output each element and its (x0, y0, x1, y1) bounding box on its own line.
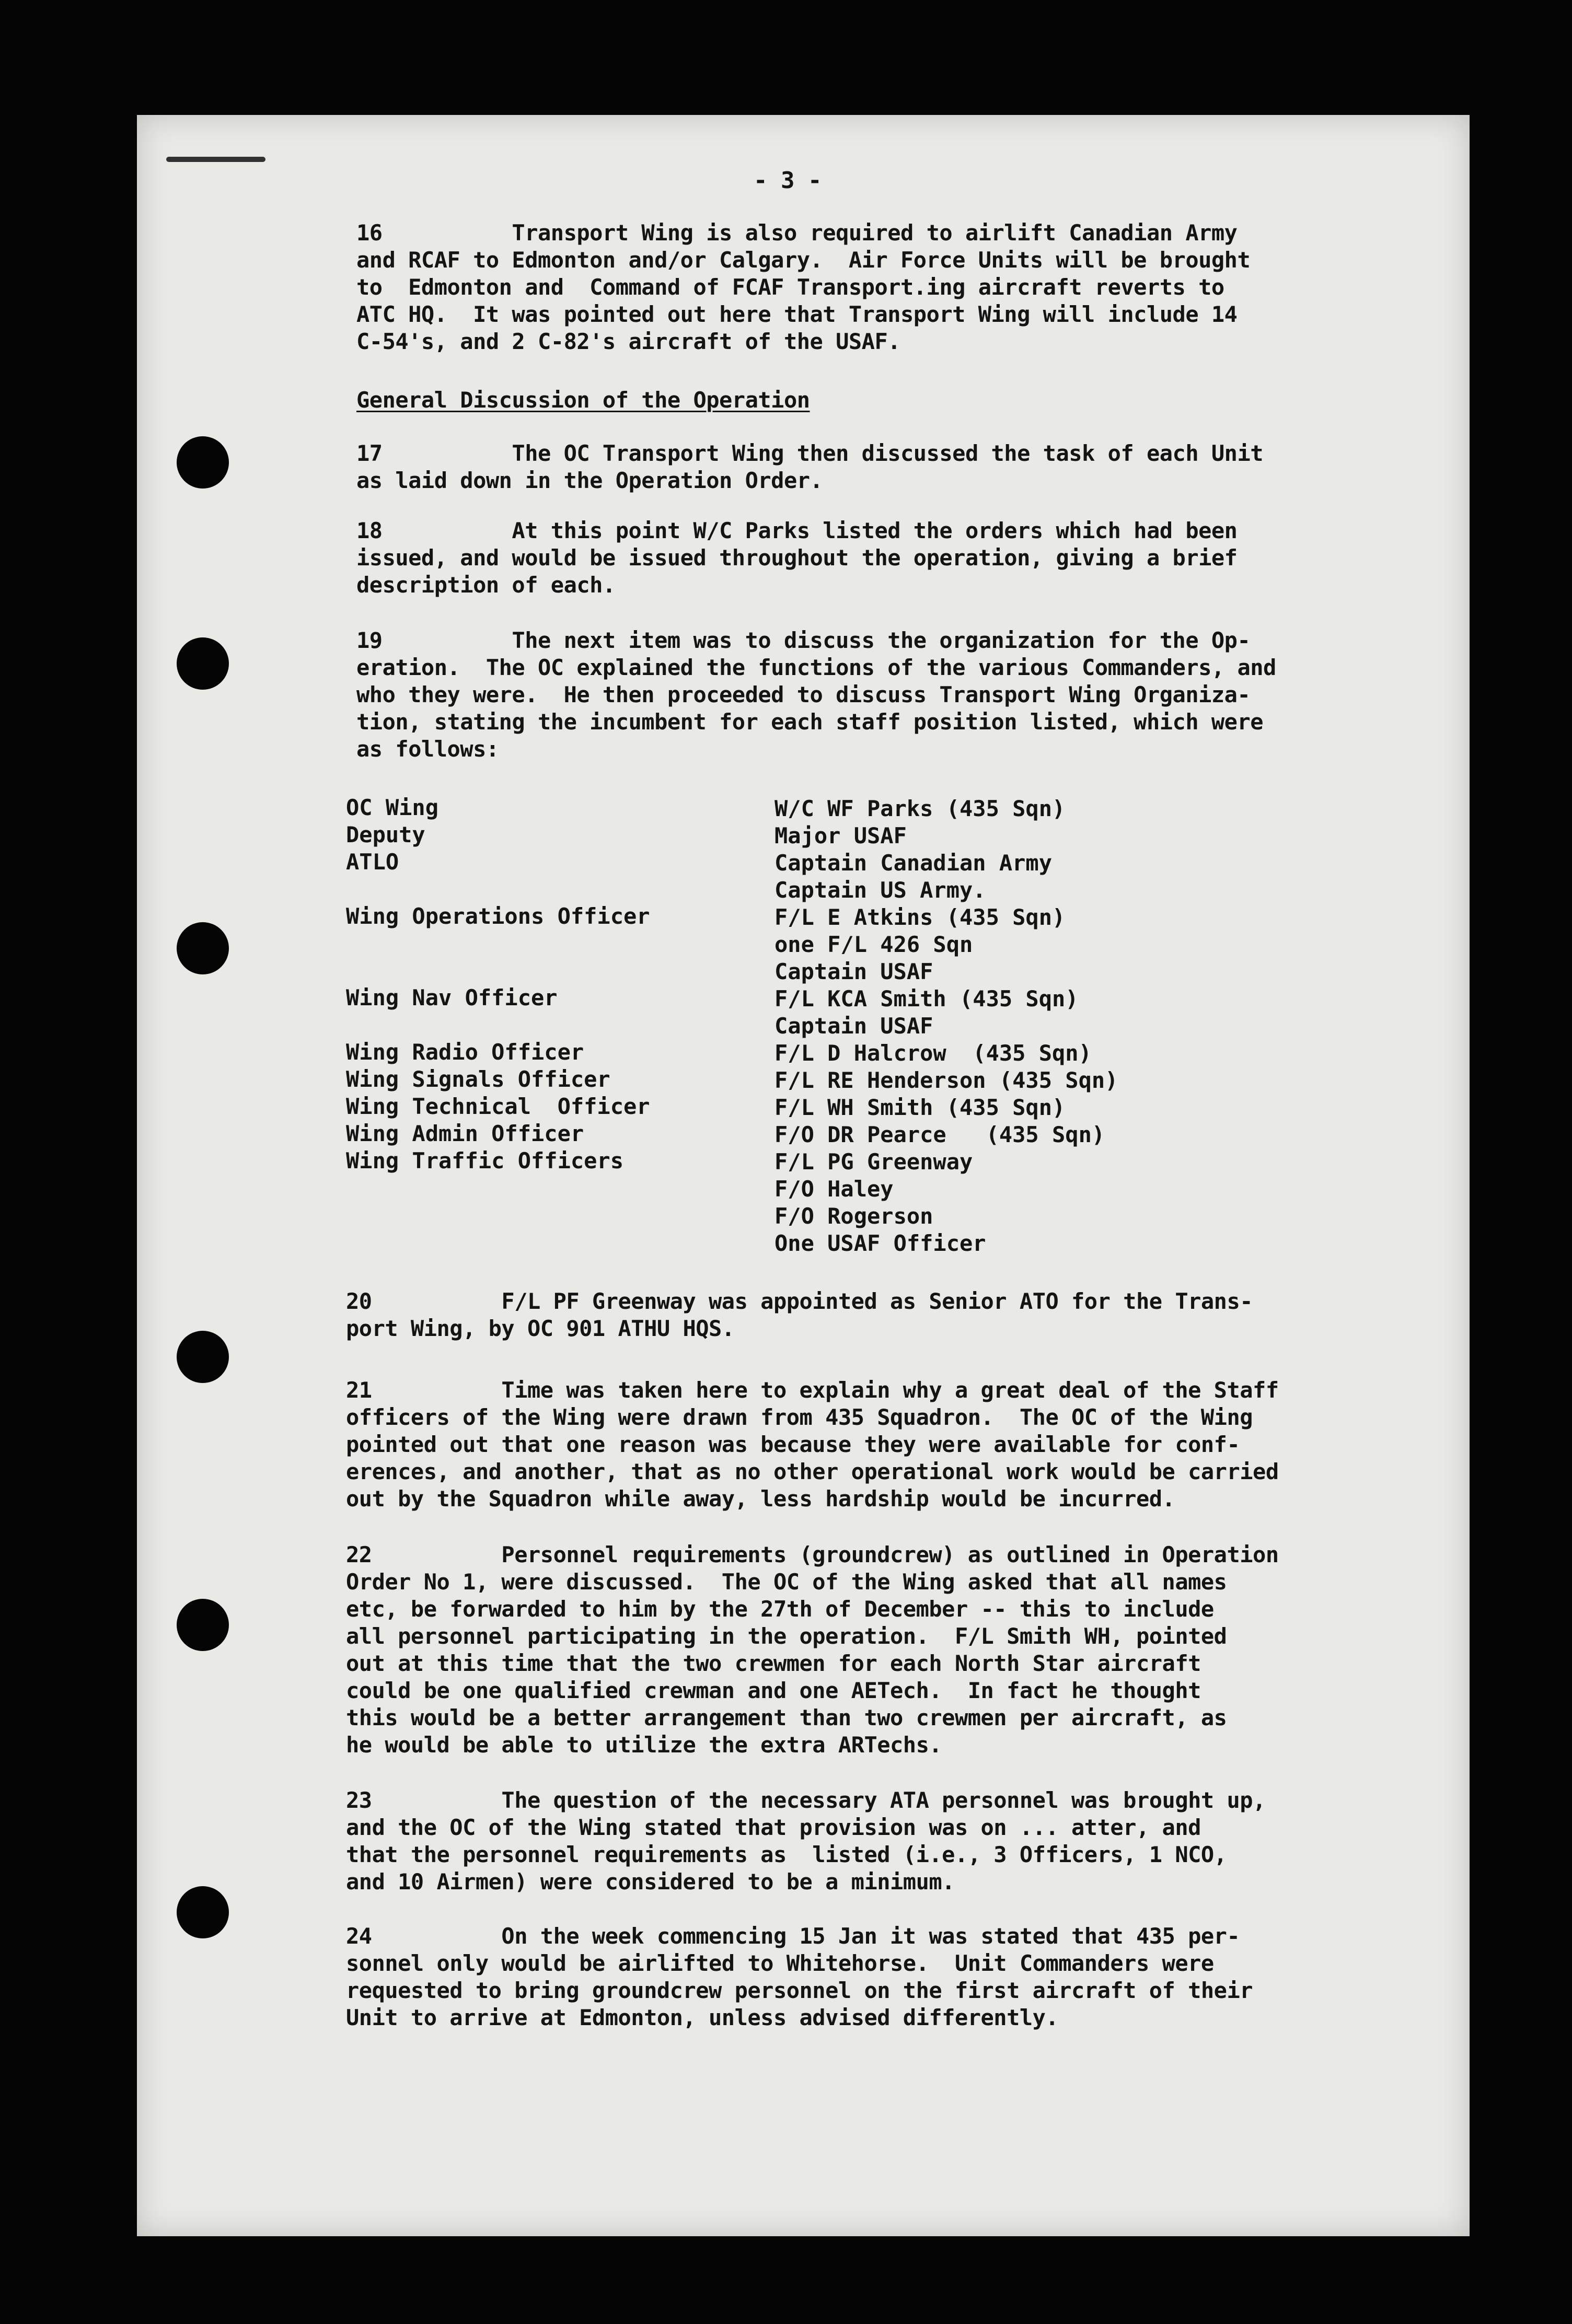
paragraph-23: 23 The question of the necessary ATA personnel was brought up, and the OC of the Wing stated that provision was on ... atter, and that the personnel requirements as listed (i.e., 3 Officers, 1 NCO, and 10 Airmen) were considered to be a minimum. (346, 1787, 1266, 1895)
page-number: - 3 - (754, 167, 822, 194)
paragraph-16: 16 Transport Wing is also required to airlift Canadian Army and RCAF to Edmonton and/or Calgary. Air Force Units will be brought to Edmonton and Command of FCAF Transport.ing aircraft reverts to ATC HQ. It was pointed out here that Transport Wing will include 14 C-54's, and 2 C-82's aircraft of the USAF. (356, 220, 1251, 354)
staff-position-4 (346, 876, 650, 903)
incumbent-14: F/L PG Greenway (775, 1149, 973, 1175)
incumbent-6: one F/L 426 Sqn (775, 932, 973, 957)
paragraph-24: 24 On the week commencing 15 Jan it was stated that 435 per- sonnel only would be airlifted to Whitehorse. Unit Commanders were requested to bring groundcrew personnel on the first aircraft of their Unit to arrive at Edmonton, unless advised differently. (346, 1923, 1253, 2030)
staff-position-11: Wing Signals Officer (346, 1066, 610, 1092)
incumbent-10: F/L D Halcrow (435 Sqn) (775, 1040, 1092, 1066)
punch-hole-1 (177, 436, 229, 489)
staff-position-14: Wing Traffic Officers (346, 1148, 624, 1173)
incumbent-5: F/L E Atkins (435 Sqn) (775, 904, 1066, 930)
incumbent-4: Captain US Army. (775, 877, 986, 903)
incumbent-2: Major USAF (775, 823, 907, 849)
incumbent-3: Captain Canadian Army (775, 850, 1053, 876)
section-heading: General Discussion of the Operation (356, 387, 810, 413)
staff-position-2: Deputy (346, 822, 425, 847)
paragraph-21: 21 Time was taken here to explain why a great deal of the Staff officers of the Wing were drawn from 435 Squadron. The OC of the Wing pointed out that one reason was because they were available for conf- erences, and another, that as no other operational work would be carried out by the Squadron while away, less hardship would be incurred. (346, 1377, 1279, 1512)
incumbent-17: One USAF Officer (775, 1230, 986, 1256)
punch-hole-2 (177, 637, 229, 690)
staff-position-7 (346, 957, 650, 984)
punch-hole-6 (177, 1886, 229, 1938)
incumbents-list (775, 795, 1118, 1257)
staff-position-1: OC Wing (346, 795, 439, 820)
paragraph-20: 20 F/L PF Greenway was appointed as Senior ATO for the Trans- port Wing, by OC 901 ATHU HQS. (346, 1288, 1253, 1341)
incumbent-11: F/L RE Henderson (435 Sqn) (775, 1067, 1118, 1093)
punch-hole-4 (177, 1331, 229, 1383)
staff-position-8: Wing Nav Officer (346, 985, 558, 1010)
staff-position-5: Wing Operations Officer (346, 903, 650, 929)
paragraph-19: 19 The next item was to discuss the organization for the Op- eration. The OC explained the functions of the various Commanders, and who they were. He then proceeded to discuss Transport Wing Organiza- tion, stating the incumbent for each staff position listed, which were as follows: (356, 628, 1276, 762)
incumbent-9: Captain USAF (775, 1013, 933, 1039)
staff-position-3: ATLO (346, 849, 399, 875)
incumbent-7: Captain USAF (775, 959, 933, 984)
incumbent-13: F/O DR Pearce (435 Sqn) (775, 1122, 1105, 1147)
incumbent-15: F/O Haley (775, 1176, 894, 1202)
document-page (137, 115, 1470, 2236)
scan-mark (166, 157, 265, 162)
punch-hole-5 (177, 1599, 229, 1651)
staff-position-6 (346, 930, 650, 957)
paragraph-17: 17 The OC Transport Wing then discussed the task of each Unit as laid down in the Operation Order. (356, 440, 1264, 493)
staff-position-13: Wing Admin Officer (346, 1121, 584, 1146)
staff-positions-list (346, 794, 650, 1175)
incumbent-16: F/O Rogerson (775, 1203, 933, 1229)
staff-position-10: Wing Radio Officer (346, 1039, 584, 1065)
staff-position-12: Wing Technical Officer (346, 1094, 650, 1119)
paragraph-22: 22 Personnel requirements (groundcrew) as outlined in Operation Order No 1, were discussed. The OC of the Wing asked that all names etc, be forwarded to him by the 27th of December -- this to include all personnel participating in the operation. F/L Smith WH, pointed out at this time that the two crewmen for each North Star aircraft could be one qualified crewman and one AETech. In fact he thought this would be a better arrangement than two crewmen per aircraft, as he would be able to utilize the extra ARTechs. (346, 1542, 1279, 1758)
punch-hole-3 (177, 922, 229, 974)
staff-position-9 (346, 1012, 650, 1039)
incumbent-12: F/L WH Smith (435 Sqn) (775, 1095, 1066, 1120)
paragraph-18: 18 At this point W/C Parks listed the orders which had been issued, and would be issued throughout the operation, giving a brief description of each. (356, 518, 1238, 598)
incumbent-1: W/C WF Parks (435 Sqn) (775, 796, 1066, 821)
incumbent-8: F/L KCA Smith (435 Sqn) (775, 986, 1079, 1012)
